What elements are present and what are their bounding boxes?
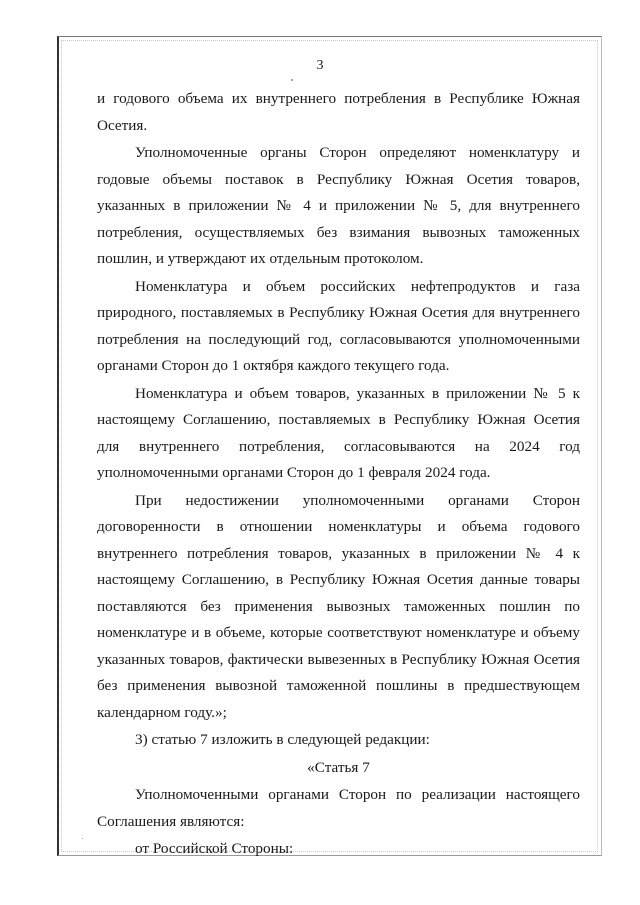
scan-speck: [82, 838, 83, 839]
page-number: 3: [316, 58, 324, 73]
document-body: [97, 86, 580, 863]
paragraph-5: При недостижении уполномоченными органами Сторон договоренности в отношении номенклатуры и объема годового внутреннего потребления товаров, указанных в приложении № 4 к настоящему Соглашению, в Республику Южная Осетия данные товары поставляются без применения вывозных таможенных пошлин по номенклатуре и в объеме, которые соответствуют номенклатуре и объему указанных товаров, фактически вывезенных в Республику Южная Осетия без применения вывозной таможенной пошлины в предшествующем календарном году.»;: [97, 491, 580, 721]
paragraph-8: от Российской Стороны:: [135, 840, 294, 857]
paragraph-2: Уполномоченные органы Сторон определяют номенклатуру и годовые объемы поставок в Республику Южная Осетия товаров, указанных в приложении № 4 и приложении № 5, для внутреннего потребления, осуществляемых без взимания вывозных таможенных пошлин, и утверждают их отдельным протоколом.: [97, 144, 580, 267]
paragraph-6: 3) статью 7 изложить в следующей редакции:: [135, 731, 430, 748]
paragraph-3: Номенклатура и объем российских нефтепродуктов и газа природного, поставляемых в Республику Южная Осетия для внутреннего потребления на последующий год, согласовываются уполномоченными органами Сторон до 1 октября каждого текущего года.: [97, 277, 580, 374]
scan-speck: [291, 79, 293, 81]
paragraph-7: Уполномоченными органами Сторон по реализации настоящего Соглашения являются:: [97, 786, 580, 830]
paragraph-1: и годового объема их внутреннего потребления в Республике Южная Осетия.: [97, 90, 580, 134]
paragraph-4: Номенклатура и объем товаров, указанных в приложении № 5 к настоящему Соглашению, поставляемых в Республику Южная Осетия для внутреннего потребления, согласовываются на 2024 год уполномоченными органами Сторон до 1 февраля 2024 года.: [97, 384, 580, 481]
article-heading: «Статья 7: [307, 758, 370, 776]
